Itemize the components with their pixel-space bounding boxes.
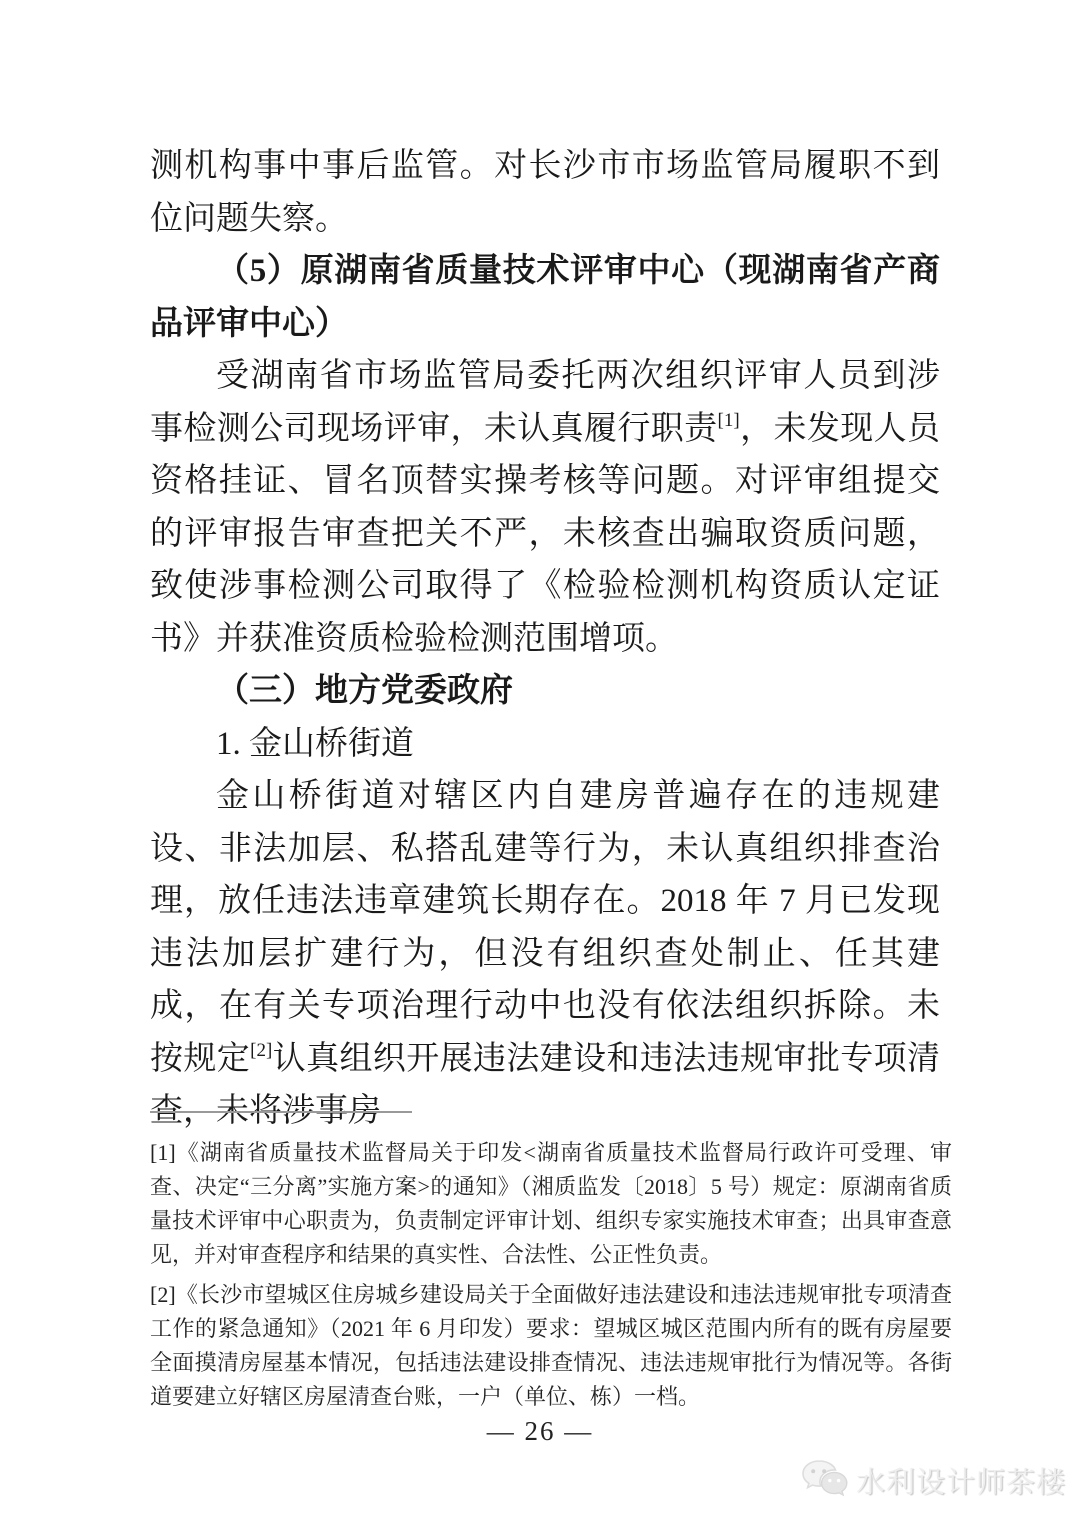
heading-section-3: （三）地方党委政府 bbox=[216, 673, 513, 709]
footnote-separator bbox=[150, 1111, 412, 1113]
footnote-ref-1: [1] bbox=[717, 409, 740, 431]
paragraph-text: ，未发现人员资格挂证、冒名顶替实操考核等问题。对评审组提交的评审报告审查把关不严，未核查出骗取资质问题，致使涉事检测公司取得了《检验检测机构资质认定证书》并获准资质检验检测范围增项。 bbox=[150, 410, 941, 657]
watermark-text: 水利设计师茶楼 bbox=[856, 1466, 1067, 1499]
paragraph-jinshanqiao bbox=[150, 770, 940, 1138]
footnote-ref-2: [2] bbox=[250, 1039, 273, 1061]
paragraph-text: 认真组织开展违法建设和违法违规审批专项清查，未将涉事房 bbox=[150, 1040, 941, 1129]
paragraph-review-center bbox=[150, 350, 940, 665]
document-body bbox=[150, 140, 940, 1138]
wechat-icon bbox=[800, 1459, 848, 1501]
footnote-1: [1]《湖南省质量技术监督局关于印发<湖南省质量技术监督局行政许可受理、审查、决定“三分离”实施方案>的通知》（湘质监发〔2018〕5 号）规定：原湖南省质量技术评审中心职责为，负责制定评审计划、组织专家实施技术审查；出具审查意见，并对审查程序和结果的真实性、合法性、公正性负责。 bbox=[150, 1140, 952, 1267]
heading-jinshanqiao: 1. 金山桥街道 bbox=[216, 725, 414, 762]
paragraph-text: 受湖南省市场监管局委托两次组织评审人员到涉事检测公司现场评审，未认真履行职责 bbox=[150, 358, 940, 447]
paragraph-text: 金山桥街道对辖区内自建房普遍存在的违规建设、非法加层、私搭乱建等行为，未认真组织排查治理，放任违法违章建筑长期存在。2018 年 7 月已发现违法加层扩建行为，但没有组织查处制止、任其建成，在有关专项治理行动中也没有依法组织拆除。未按规定 bbox=[150, 778, 940, 1077]
watermark-logo bbox=[800, 1459, 1066, 1501]
footnotes-block bbox=[150, 1136, 952, 1414]
heading-item-5: （5）原湖南省质量技术评审中心（现湖南省产商品评审中心） bbox=[150, 253, 940, 342]
paragraph-continuation: 测机构事中事后监管。对长沙市市场监管局履职不到位问题失察。 bbox=[150, 148, 940, 237]
page-number: — 26 — bbox=[486, 1416, 594, 1446]
footnote-2: [2]《长沙市望城区住房城乡建设局关于全面做好违法建设和违法违规审批专项清查工作的紧急通知》（2021 年 6 月印发）要求：望城区城区范围内所有的既有房屋要全面摸清房屋基本情况，包括违法建设排查情况、违法违规审批行为情况等。各街道要建立好辖区房屋清查台账，一户（单位、栋）一档。 bbox=[150, 1282, 952, 1409]
